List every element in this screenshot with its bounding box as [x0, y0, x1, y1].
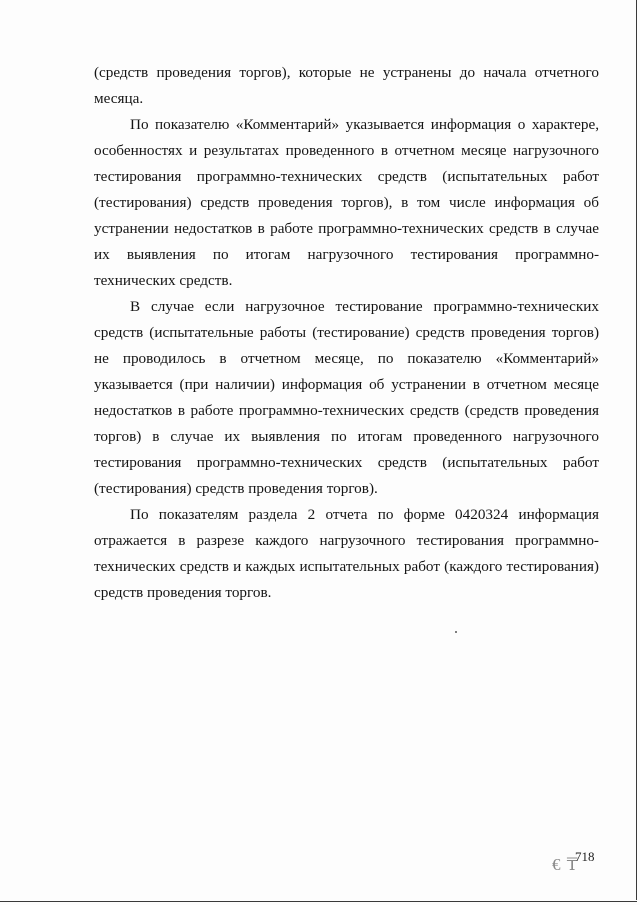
- page-border-right: [636, 0, 637, 900]
- paragraph-no-testing-case: В случае если нагрузочное тестирование программно-технических средств (испытательные работы (тестирование) средств проведения торгов) не проводилось в отчетном месяце, по показателю «Комментарий» указывается (при наличии) информация об устранении в отчетном месяце недостатков в работе программно-технических средств (средств проведения торгов) в случае их выявления по итогам проведенного нагрузочного тестирования программно-технических средств (испытательных работ (тестирования) средств проведения торгов).: [94, 298, 599, 497]
- scan-speck: [455, 631, 457, 633]
- page-stamp-faint: € ₸: [552, 855, 579, 874]
- document-body: [94, 60, 599, 606]
- paragraph-section-2-indicators: По показателям раздела 2 отчета по форме 0420324 информация отражается в разрезе каждого нагрузочного тестирования программно-технических средств и каждых испытательных работ (каждого тестирования) средств проведения торгов.: [94, 506, 599, 601]
- page-border-bottom: [0, 901, 637, 902]
- page-number: 718: [575, 849, 595, 864]
- paragraph-continuation: (средств проведения торгов), которые не устранены до начала отчетного месяца.: [94, 64, 599, 107]
- paragraph-comment-indicator: По показателю «Комментарий» указывается информация о характере, особенностях и результатах проведенного в отчетном месяце нагрузочного тестирования программно-технических средств (испытательных работ (тестирования) средств проведения торгов), в том числе информация об устранении недостатков в работе программно-технических средств в случае их выявления по итогам нагрузочного тестирования программно-технических средств.: [94, 116, 599, 289]
